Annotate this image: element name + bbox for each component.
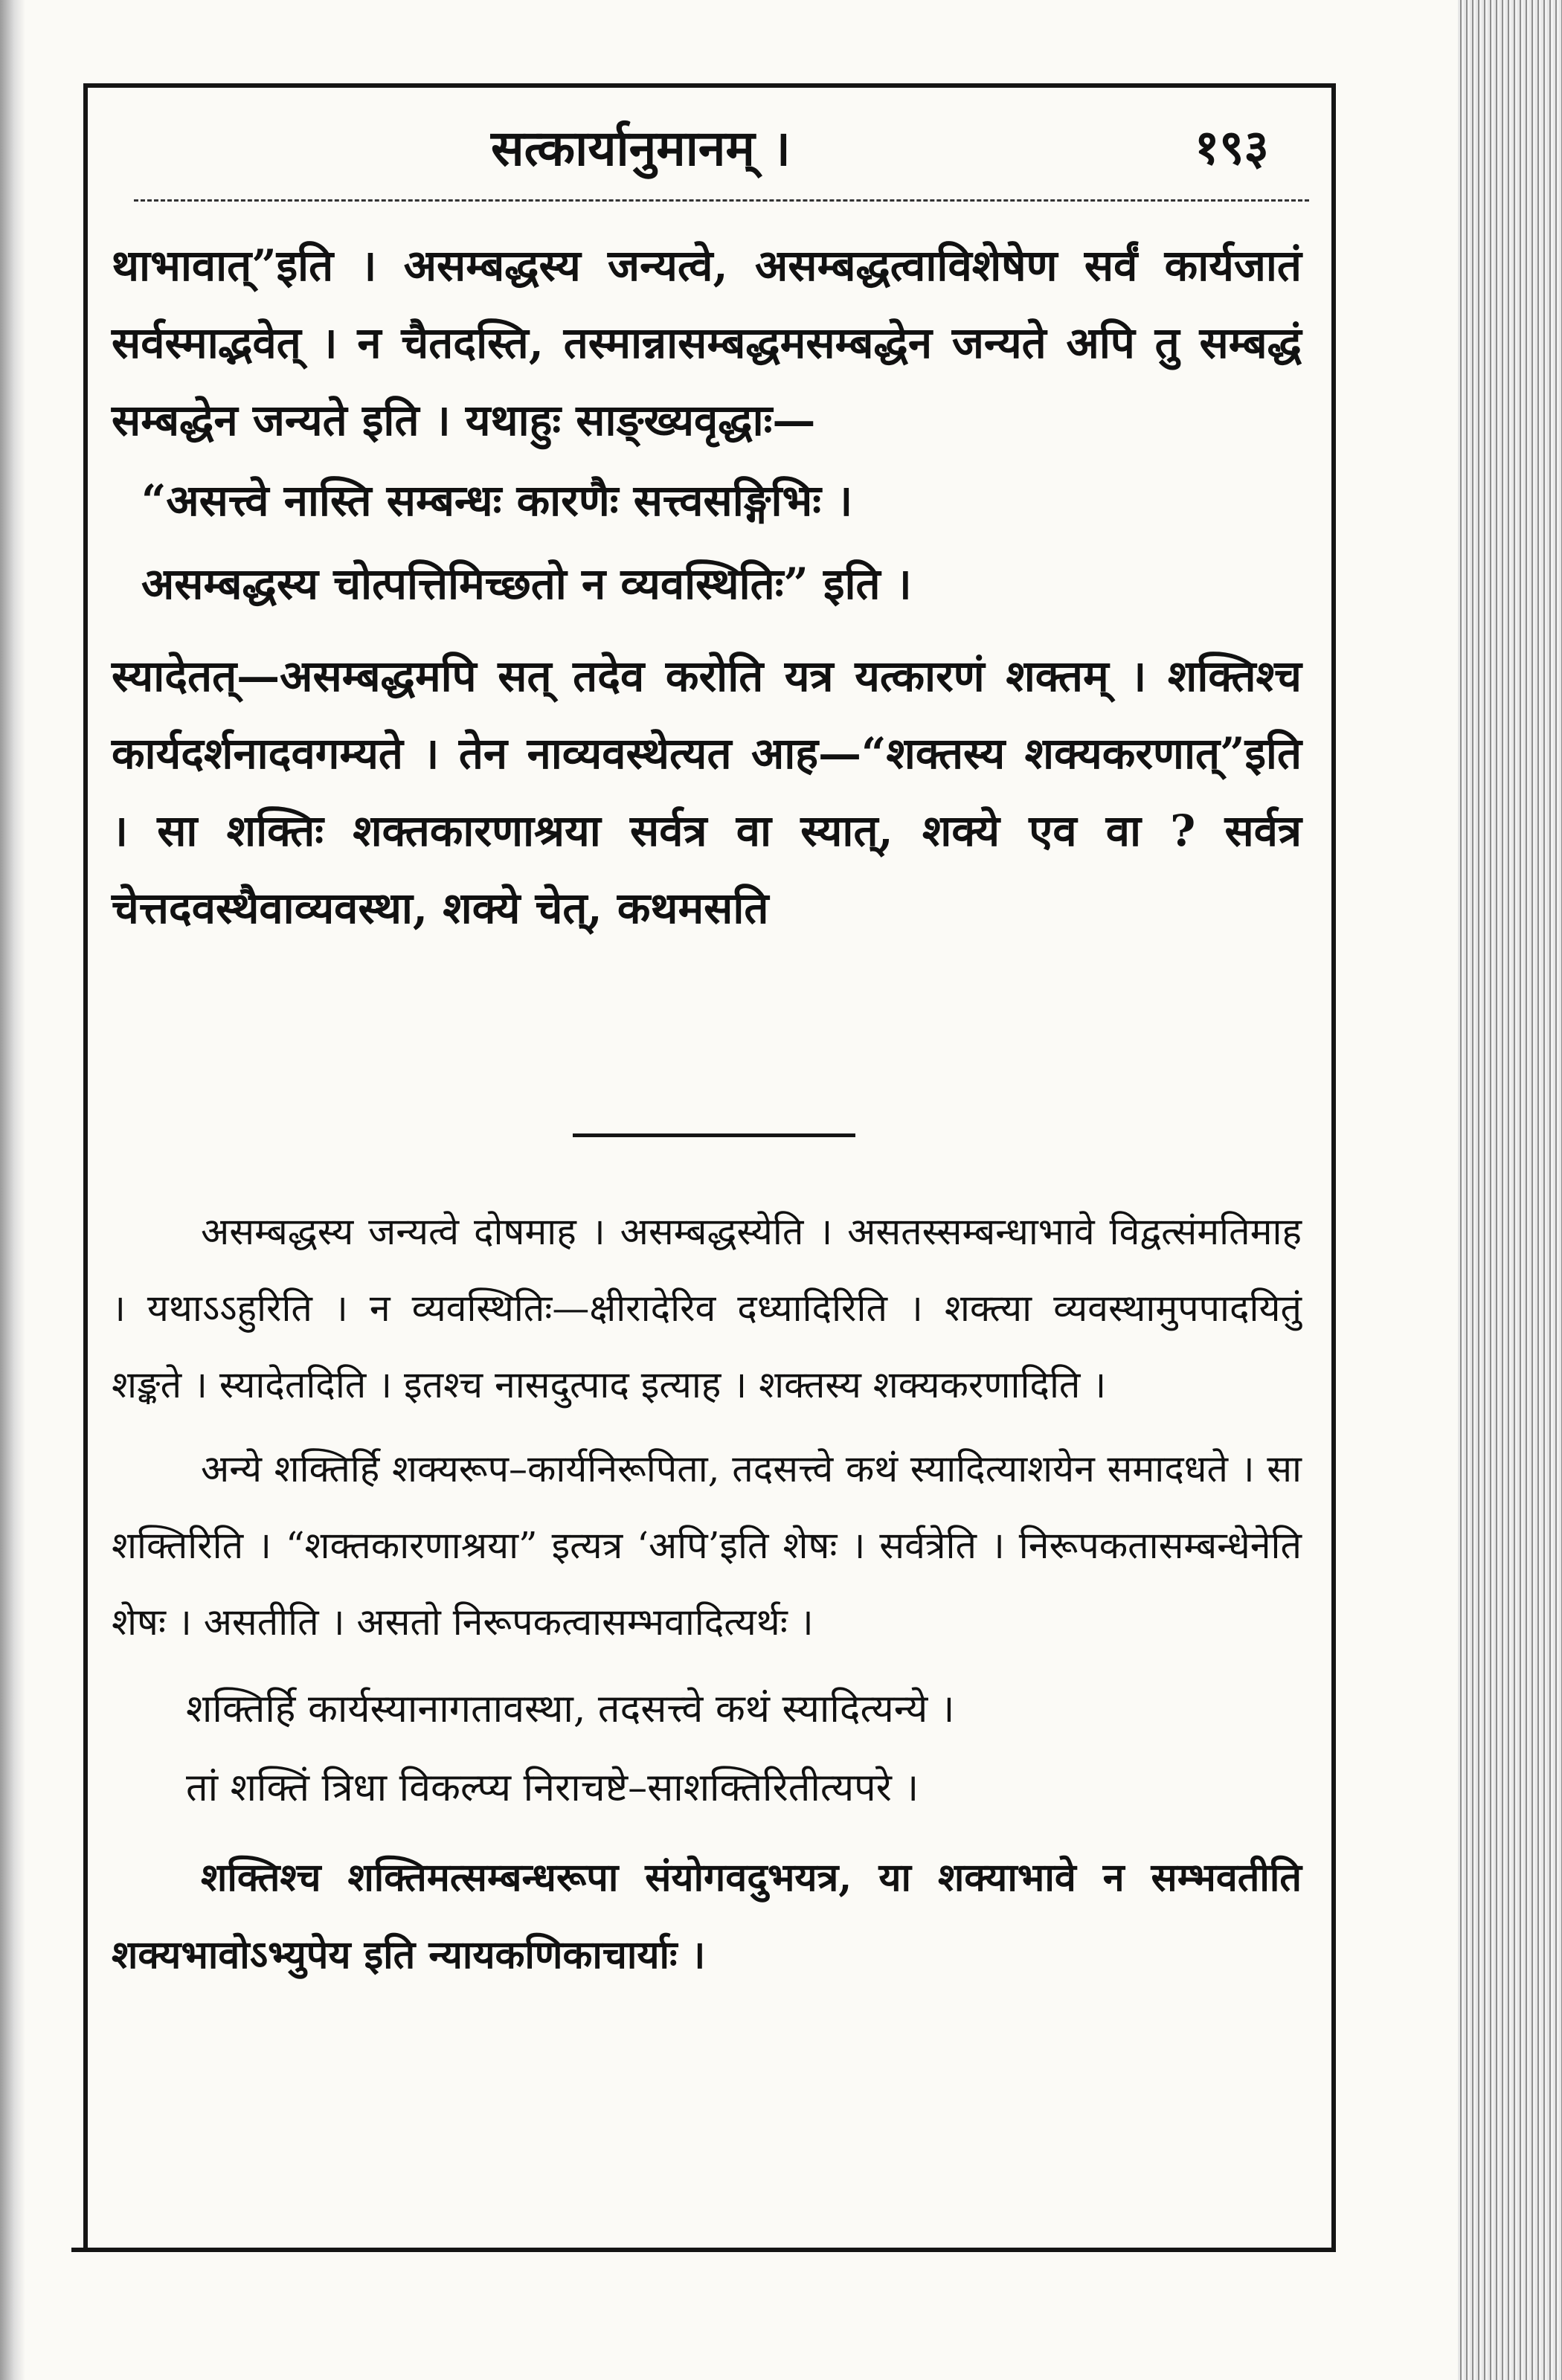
verse-line-1: “असत्त्वे नास्ति सम्बन्धः कारणैः सत्त्वसङ्गिभिः । [141,475,853,526]
page-number: १९३ [1195,120,1269,176]
section-divider [573,1133,855,1137]
header-dashed-rule [134,199,1309,202]
main-paragraph-1: थाभावात्”इति । असम्बद्धस्य जन्यत्वे, असम्बद्धत्वाविशेषेण सर्वं कार्यजातं सर्वस्माद्भवेत् । न चैतदस्ति, तस्मान्नासम्बद्धमसम्बद्धेन जन्यते अपि तु सम्बद्धं सम्बद्धेन जन्यते इति । यथाहुः साङ्ख्यवृद्धाः— [112,240,1302,446]
book-page-edges [1458,0,1562,2380]
commentary-paragraph-1: असम्बद्धस्य जन्यत्वे दोषमाह । असम्बद्धस्येति । असतस्सम्बन्धाभावे विद्वत्संमतिमाह । यथाऽऽहुरिति । न व्यवस्थितिः—क्षीरादेरिव दध्यादिरिति । शक्त्या व्यवस्थामुपपादयितुं शङ्कते । स्यादेतदिति । इतश्च नासदुत्पाद इत्याह । शक्तस्य शक्यकरणादिति । [112,1210,1302,1406]
commentary [112,1194,1302,1994]
verse-line-2: असम्बद्धस्य चोत्पत्तिमिच्छतो न व्यवस्थितिः” इति । [141,559,912,609]
running-header-title: सत्कार्यानुमानम् । [491,119,791,177]
commentary-paragraph-2: अन्ये शक्तिर्हि शक्यरूप–कार्यनिरूपिता, तदसत्त्वे कथं स्यादित्याशयेन समादधते । सा शक्तिरिति । “शक्तकारणाश्रया” इत्यत्र ‘अपि’इति शेषः । सर्वत्रेति । निरूपकतासम्बन्धेनेति शेषः । असतीति । असतो निरूपकत्वासम्भवादित्यर्थः । [112,1447,1302,1644]
commentary-paragraph-3: शक्तिश्च शक्तिमत्सम्बन्धरूपा संयोगवदुभयत्र, या शक्याभावे न सम्भवतीति शक्यभावोऽभ्युपेय इति न्यायकणिकाचार्याः । [112,1855,1302,1978]
bottom-rule [71,2248,1331,2252]
commentary-quote-line-1: शक्तिर्हि कार्यस्यानागतावस्था, तदसत्त्वे कथं स्यादित्यन्ये । [186,1687,955,1731]
commentary-quote-line-2: तां शक्तिं त्रिधा विकल्प्य निराचष्टे–साशक्तिरितीत्यपरे । [186,1766,919,1810]
book-binding-edge [0,0,25,2380]
main-paragraph-2: स्यादेतत्—असम्बद्धमपि सत् तदेव करोति यत्र यत्कारणं शक्तम् । शक्तिश्च कार्यदर्शनादवगम्यते । तेन नाव्यवस्थेत्यत आह—“शक्तस्य शक्यकरणात्”इति । सा शक्तिः शक्तकारणाश्रया सर्वत्र वा स्यात्, शक्ये एव वा ? सर्वत्र चेत्तदवस्थैवाव्यवस्था, शक्ये चेत्, कथमसति [112,651,1302,933]
main-text [112,227,1302,947]
